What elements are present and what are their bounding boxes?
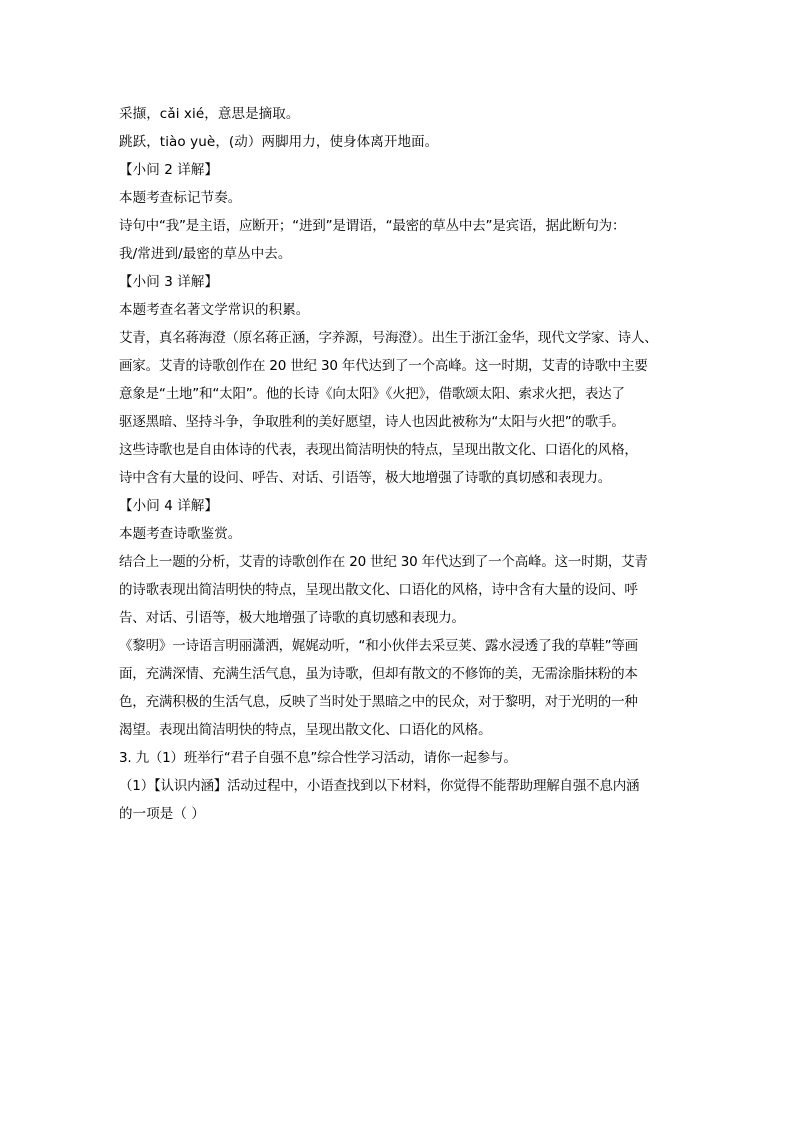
text-line: 面，充满深情、充满生活气息，虽为诗歌，但却有散文的不修饰的美，无需涂脂抹粉的本 bbox=[119, 666, 638, 682]
text-line: 画家。艾青的诗歌创作在 20 世纪 30 年代达到了一个高峰。这一时期，艾青的诗歌中主要 bbox=[119, 358, 648, 374]
text-line: 本题考查诗歌鉴赏。 bbox=[119, 526, 242, 542]
text-line: 本题考查名著文学常识的积累。 bbox=[119, 302, 310, 318]
text-line: 诗中含有大量的设问、呼告、对话、引语等，极大地增强了诗歌的真切感和表现力。 bbox=[119, 470, 612, 486]
question-3-stem: 3. 九（1）班举行“君子自强不息”综合性学习活动，请你一起参与。 bbox=[119, 750, 517, 766]
subquestion-4-heading: 【小问 4 详解】 bbox=[119, 498, 219, 514]
text-line: 的诗歌表现出简洁明快的特点，呈现出散文化、口语化的风格，诗中含有大量的设问、呼 bbox=[119, 582, 638, 598]
text-line: 这些诗歌也是自由体诗的代表，表现出简洁明快的特点，呈现出散文化、口语化的风格， bbox=[119, 442, 638, 458]
text-line-pinyin-caixie: 采撷，cǎi xié，意思是摘取。 bbox=[119, 106, 300, 122]
document-body bbox=[119, 100, 699, 828]
text-line: 渴望。表现出简洁明快的特点，呈现出散文化、口语化的风格。 bbox=[119, 722, 492, 738]
text-line: 色，充满积极的生活气息，反映了当时处于黑暗之中的民众，对于黎明，对于光明的一种 bbox=[119, 694, 638, 710]
text-line: 艾青，真名蒋海澄（原名蒋正涵，字养源，号海澄）。出生于浙江金华，现代文学家、诗人、 bbox=[119, 330, 658, 346]
text-line: 驱逐黑暗、坚持斗争，争取胜利的美好愿望，诗人也因此被称为“太阳与火把”的歌手。 bbox=[119, 414, 625, 430]
text-line: 结合上一题的分析，艾青的诗歌创作在 20 世纪 30 年代达到了一个高峰。这一时期，艾青 bbox=[119, 554, 648, 570]
question-3-part-1: （1）【认识内涵】活动过程中，小语查找到以下材料，你觉得不能帮助理解自强不息内涵 bbox=[119, 778, 640, 794]
question-3-part-1-continued: 的一项是（ ） bbox=[119, 806, 205, 822]
text-line: 告、对话、引语等，极大地增强了诗歌的真切感和表现力。 bbox=[119, 610, 465, 626]
text-line-pinyin-tiaoyue: 跳跃，tiào yuè，(动）两脚用力，使身体离开地面。 bbox=[119, 134, 439, 150]
text-line: 诗句中“我”是主语，应断开；“进到”是谓语，“最密的草丛中去”是宾语，据此断句为： bbox=[119, 218, 626, 234]
text-line: 意象是“土地”和“太阳”。他的长诗《向太阳》《火把》，借歌颂太阳、索求火把，表达了 bbox=[119, 386, 625, 402]
text-line: 本题考查标记节奏。 bbox=[119, 190, 242, 206]
subquestion-2-heading: 【小问 2 详解】 bbox=[119, 162, 219, 178]
text-line: 《黎明》一诗语言明丽潇洒，娓娓动听，“和小伙伴去采豆荚、露水浸透了我的草鞋”等画 bbox=[119, 638, 638, 654]
text-line: 我/常进到/最密的草丛中去。 bbox=[119, 246, 292, 262]
subquestion-3-heading: 【小问 3 详解】 bbox=[119, 274, 219, 290]
